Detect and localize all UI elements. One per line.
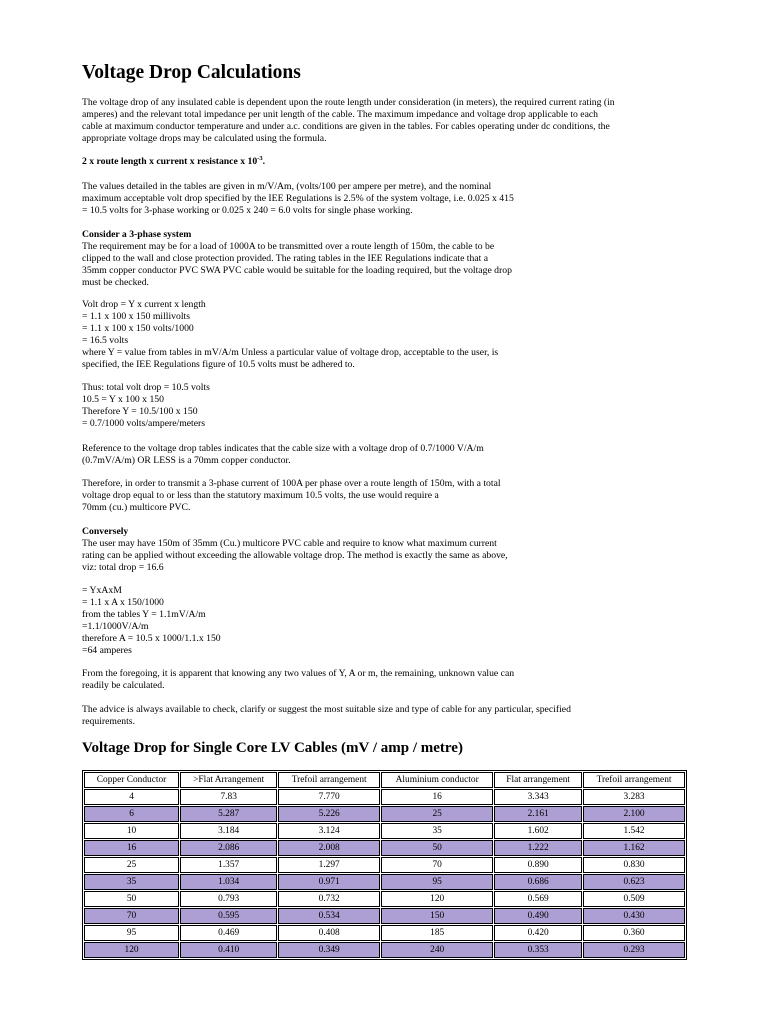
table-body (84, 789, 685, 958)
table-row (84, 908, 685, 924)
formula-exponent: -3 (257, 154, 263, 162)
column-header: Trefoil arrangement (583, 772, 685, 788)
reference-paragraph (82, 443, 484, 467)
text-line: From the foregoing, it is apparent that knowing any two values of Y, A or m, the remaining, unknown value can (82, 668, 515, 679)
text-line: readily be calculated. (82, 680, 165, 691)
table-cell: 0.534 (278, 908, 380, 924)
intro-paragraph (82, 97, 690, 145)
voltage-drop-table (82, 770, 687, 960)
table-cell: 120 (381, 891, 493, 907)
text-line: viz: total drop = 16.6 (82, 562, 164, 573)
table-cell: 16 (84, 840, 179, 856)
table-cell: 16 (381, 789, 493, 805)
text-line: = 0.7/1000 volts/ampere/meters (82, 418, 206, 429)
table-cell: 0.408 (278, 925, 380, 941)
table-cell: 2.008 (278, 840, 380, 856)
text-line: The user may have 150m of 35mm (Cu.) multicore PVC cable and require to know what maximum current (82, 538, 497, 549)
table-title: Voltage Drop for Single Core LV Cables (mV / amp / metre) (82, 740, 463, 756)
table-row (84, 789, 685, 805)
table-cell: 6 (84, 806, 179, 822)
table-cell: 70 (84, 908, 179, 924)
table-cell: 50 (84, 891, 179, 907)
advice-paragraph (82, 704, 571, 728)
text-line: Therefore Y = 10.5/100 x 150 (82, 406, 198, 417)
table-cell: 0.732 (278, 891, 380, 907)
table-cell: 0.349 (278, 942, 380, 958)
text-line: appropriate voltage drops may be calculated using the formula. (82, 133, 327, 144)
table-cell: 1.162 (583, 840, 685, 856)
column-header: Trefoil arrangement (278, 772, 380, 788)
text-line: = YxAxM (82, 585, 122, 596)
table-cell: 0.293 (583, 942, 685, 958)
text-line: from the tables Y = 1.1mV/A/m (82, 609, 206, 620)
table-cell: 50 (381, 840, 493, 856)
table-cell: 0.686 (494, 874, 582, 890)
thus-paragraph (82, 382, 210, 430)
table-cell: 185 (381, 925, 493, 941)
formula-text: 2 x route length x current x resistance x 10 (82, 156, 258, 167)
table-cell: 5.287 (180, 806, 277, 822)
table-cell: 95 (381, 874, 493, 890)
formula (82, 156, 265, 168)
table-cell: 0.353 (494, 942, 582, 958)
table-cell: 0.830 (583, 857, 685, 873)
table-row (84, 874, 685, 890)
table-cell: 2.100 (583, 806, 685, 822)
text-line: =1.1/1000V/A/m (82, 621, 149, 632)
table-cell: 7.83 (180, 789, 277, 805)
table-cell: 7.770 (278, 789, 380, 805)
table-cell: 2.086 (180, 840, 277, 856)
yxaxm-paragraph (82, 585, 221, 657)
text-line: requirements. (82, 716, 135, 727)
text-line: The advice is always available to check, clarify or suggest the most suitable size and type of cable for any particular, specified (82, 704, 571, 715)
text-line: = 1.1 x A x 150/1000 (82, 597, 164, 608)
text-line: = 1.1 x 100 x 150 volts/1000 (82, 323, 194, 334)
text-line: voltage drop equal to or less than the statutory maximum 10.5 volts, the use would require a (82, 490, 439, 501)
table-cell: 0.595 (180, 908, 277, 924)
table-cell: 0.420 (494, 925, 582, 941)
table-cell: 0.490 (494, 908, 582, 924)
column-header: Copper Conductor (84, 772, 179, 788)
table-row (84, 891, 685, 907)
table-cell: 10 (84, 823, 179, 839)
text-line: 10.5 = Y x 100 x 150 (82, 394, 164, 405)
text-line: (0.7mV/A/m) OR LESS is a 70mm copper conductor. (82, 455, 291, 466)
text-line: rating can be applied without exceeding the allowable voltage drop. The method is exactly the same as above, (82, 550, 508, 561)
table-cell: 3.184 (180, 823, 277, 839)
text-line: cable at maximum conductor temperature and under a.c. conditions are given in the tables. For cables operating under dc conditions, the (82, 121, 610, 132)
text-line: The voltage drop of any insulated cable is dependent upon the route length under consideration (in meters), the required current rating (in (82, 97, 615, 108)
text-line: Thus: total volt drop = 10.5 volts (82, 382, 210, 393)
text-line: The values detailed in the tables are given in m/V/Am, (volts/100 per ampere per metre), and the nominal (82, 181, 492, 192)
text-line: 70mm (cu.) multicore PVC. (82, 502, 191, 513)
table-cell: 5.226 (278, 806, 380, 822)
table-cell: 4 (84, 789, 179, 805)
text-line: therefore A = 10.5 x 1000/1.1.x 150 (82, 633, 221, 644)
table-cell: 0.623 (583, 874, 685, 890)
text-line: clipped to the wall and close protection provided. The rating tables in the IEE Regulations indicate that a (82, 253, 489, 264)
page-title: Voltage Drop Calculations (82, 62, 301, 83)
table-cell: 1.222 (494, 840, 582, 856)
table-cell: 0.430 (583, 908, 685, 924)
table-cell: 0.890 (494, 857, 582, 873)
table-cell: 70 (381, 857, 493, 873)
table-cell: 2.161 (494, 806, 582, 822)
table-cell: 1.034 (180, 874, 277, 890)
therefore-paragraph (82, 478, 501, 514)
table-cell: 3.124 (278, 823, 380, 839)
table-cell: 95 (84, 925, 179, 941)
table-cell: 0.793 (180, 891, 277, 907)
column-header: Aluminium conductor (381, 772, 493, 788)
table-cell: 0.469 (180, 925, 277, 941)
text-line: =64 amperes (82, 645, 132, 656)
table-cell: 1.542 (583, 823, 685, 839)
table-cell: 1.357 (180, 857, 277, 873)
text-line: = 16.5 volts (82, 335, 129, 346)
table-cell: 0.509 (583, 891, 685, 907)
table-cell: 0.569 (494, 891, 582, 907)
text-line: = 1.1 x 100 x 150 millivolts (82, 311, 190, 322)
table-cell: 0.360 (583, 925, 685, 941)
text-line: Volt drop = Y x current x length (82, 299, 206, 310)
foregoing-paragraph (82, 668, 514, 692)
table-row (84, 942, 685, 958)
text-line: must be checked. (82, 277, 149, 288)
consider-heading: Consider a 3-phase system (82, 229, 192, 240)
table-cell: 1.602 (494, 823, 582, 839)
text-line: maximum acceptable volt drop specified by the IEE Regulations is 2.5% of the system voltage, i.e. 0.025 x 415 (82, 193, 514, 204)
text-line: 35mm copper conductor PVC SWA PVC cable would be suitable for the loading required, but the voltage drop (82, 265, 512, 276)
table-cell: 25 (84, 857, 179, 873)
table-cell: 25 (381, 806, 493, 822)
table-cell: 150 (381, 908, 493, 924)
text-line: Therefore, in order to transmit a 3-phase current of 100A per phase over a route length of 150m, with a total (82, 478, 501, 489)
table-cell: 35 (84, 874, 179, 890)
table-cell: 3.283 (583, 789, 685, 805)
table-row (84, 806, 685, 822)
table-cell: 120 (84, 942, 179, 958)
column-header: Flat arrangement (494, 772, 582, 788)
conversely-paragraph (82, 526, 508, 574)
table-cell: 35 (381, 823, 493, 839)
values-paragraph (82, 181, 514, 217)
table-row (84, 840, 685, 856)
text-line: where Y = value from tables in mV/A/m Unless a particular value of voltage drop, acceptable to the user, is (82, 347, 499, 358)
table-cell: 240 (381, 942, 493, 958)
text-line: = 10.5 volts for 3-phase working or 0.025 x 240 = 6.0 volts for single phase working. (82, 205, 413, 216)
table-row (84, 823, 685, 839)
table-cell: 3.343 (494, 789, 582, 805)
voltdrop-paragraph (82, 299, 498, 371)
table-row (84, 925, 685, 941)
conversely-heading: Conversely (82, 526, 129, 537)
consider-paragraph (82, 229, 512, 289)
table-row (84, 857, 685, 873)
text-line: The requirement may be for a load of 1000A to be transmitted over a route length of 150m, the cable to be (82, 241, 495, 252)
text-line: amperes) and the relevant total impedance per unit length of the cable. The maximum impedance and voltage drop applicable to each (82, 109, 599, 120)
column-header: >Flat Arrangement (180, 772, 277, 788)
table-header-row (84, 772, 685, 788)
text-line: Reference to the voltage drop tables indicates that the cable size with a voltage drop of 0.7/1000 V/A/m (82, 443, 484, 454)
table-cell: 0.971 (278, 874, 380, 890)
table-cell: 0.410 (180, 942, 277, 958)
text-line: specified, the IEE Regulations figure of 10.5 volts must be adhered to. (82, 359, 355, 370)
table-cell: 1.297 (278, 857, 380, 873)
formula-end: . (262, 156, 266, 167)
